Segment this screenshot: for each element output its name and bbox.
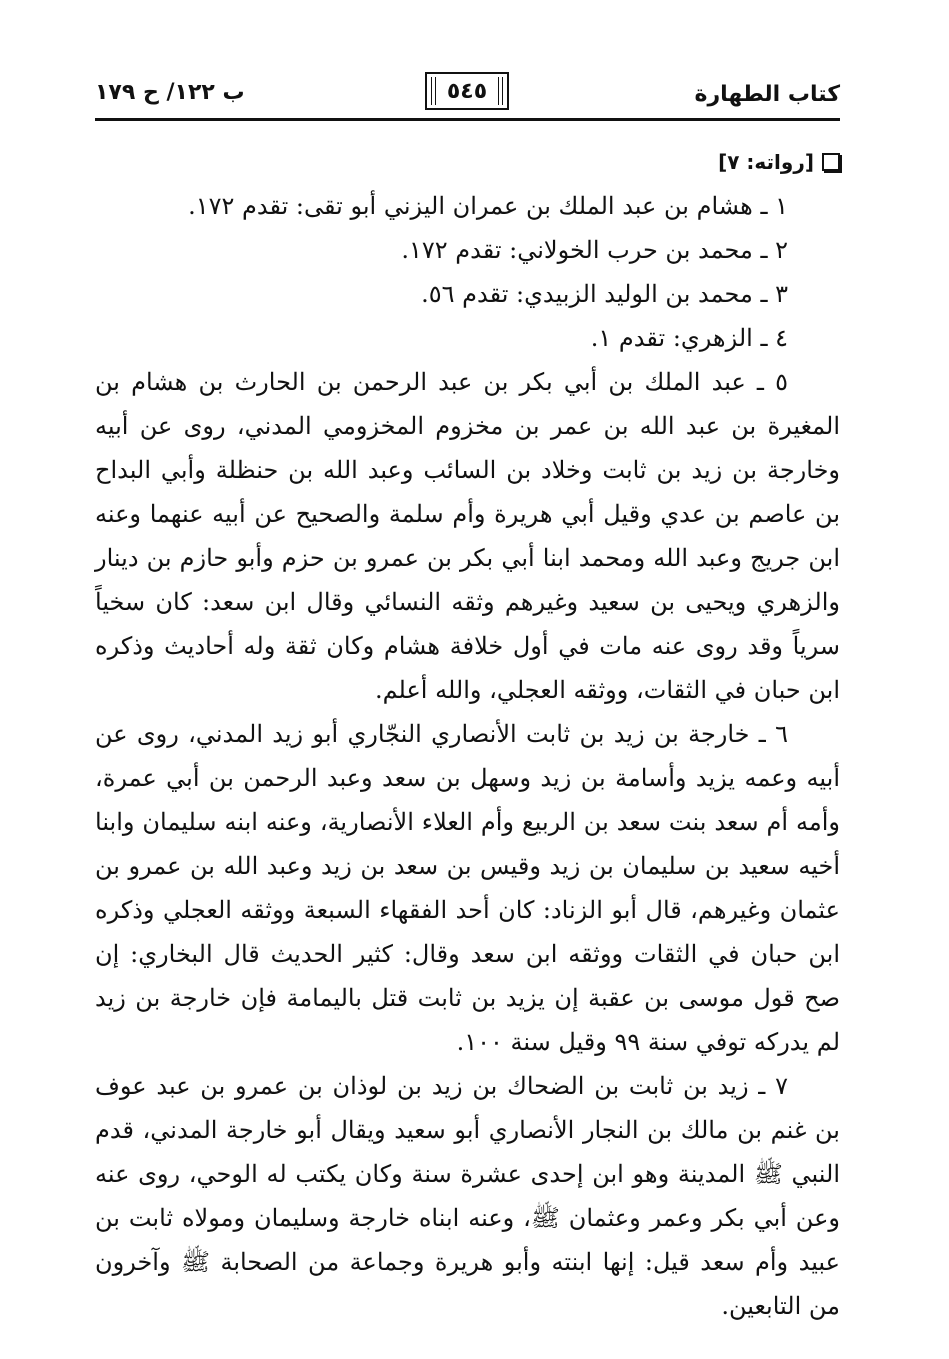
book-title: كتاب الطهارة	[694, 82, 840, 107]
chapter-hadith-reference: ب ١٢٢/ ح ١٧٩	[95, 80, 245, 105]
page-number: ٥٤٥	[425, 72, 509, 110]
narrator-paragraph: ٦ ـ خارجة بن زيد بن ثابت الأنصاري النجّاري أبو زيد المدني، روى عن أبيه وعمه يزيد وأسامة بن زيد وسهل بن سعد وعبد الرحمن بن أبي عمرة، وأمه أم سعد بنت سعد بن الربيع وأم العلاء الأنصارية، وعنه ابنه سليمان وابنا أخيه سعيد بن سليمان بن زيد وقيس بن سعد بن زيد وعبد الله بن عمرو بن عثمان وغيرهم، قال أبو الزناد: كان أحد الفقهاء السبعة ووثقه العجلي وذكره ابن حبان في الثقات ووثقه ابن سعد وقال: كثير الحديث قال البخاري: إن صح قول موسى بن عقبة إن يزيد بن ثابت قتل باليمامة فإن خارجة بن زيد لم يدركه توفي سنة ٩٩ وقيل سنة ١٠٠.	[95, 720, 840, 1056]
narrator-paragraph: ٧ ـ زيد بن ثابت بن الضحاك بن زيد بن لوذان بن عمرو بن عبد عوف بن غنم بن مالك بن النجار الأنصاري أبو سعيد ويقال أبو خارجة المدني، قدم النبي ﷺ المدينة وهو ابن إحدى عشرة سنة وكان يكتب له الوحي، روى عنه وعن أبي بكر وعمر وعثمان ﷺ، وعنه ابناه خارجة وسليمان ومولاه ثابت بن عبيد وأم سعد قيل: إنها ابنته وأبو هريرة وجماعة من الصحابة ﷺ وآخرون من التابعين.	[95, 1072, 840, 1320]
section-title: [رواته: ٧]	[718, 150, 814, 174]
header-divider	[95, 118, 840, 121]
narrator-item: ٤ ـ الزهري: تقدم ١.	[590, 324, 788, 352]
document-body	[95, 140, 840, 1328]
narrator-paragraph: ٥ ـ عبد الملك بن أبي بكر بن عبد الرحمن بن الحارث بن هشام بن المغيرة بن عبد الله بن عمر بن مخزوم المخزومي المدني، روى عن أبيه وخارجة بن زيد بن ثابت وخلاد بن السائب وعبد الله بن حنظلة وأبي البداح بن عاصم بن عدي وقيل أبي هريرة وأم سلمة والصحيح عن أبيه عنهما وعنه ابن جريج وعبد الله ومحمد ابنا أبي بكر بن عمرو بن حزم وأبو حازم بن دينار والزهري ويحيى بن سعيد وغيرهم وثقه النسائي وقال ابن سعد: كان سخياً سرياً وقد روى عنه مات في أول خلافة هشام وكان ثقة وله أحاديث وذكره ابن حبان في الثقات، ووثقه العجلي، والله أعلم.	[95, 368, 840, 704]
square-bullet-icon	[822, 153, 840, 171]
narrator-item: ١ ـ هشام بن عبد الملك بن عمران اليزني أبو تقى: تقدم ١٧٢.	[188, 192, 788, 220]
narrator-item: ٣ ـ محمد بن الوليد الزبيدي: تقدم ٥٦.	[421, 280, 788, 308]
narrator-item: ٢ ـ محمد بن حرب الخولاني: تقدم ١٧٢.	[401, 236, 788, 264]
page-header	[95, 72, 840, 120]
section-heading	[95, 140, 840, 184]
